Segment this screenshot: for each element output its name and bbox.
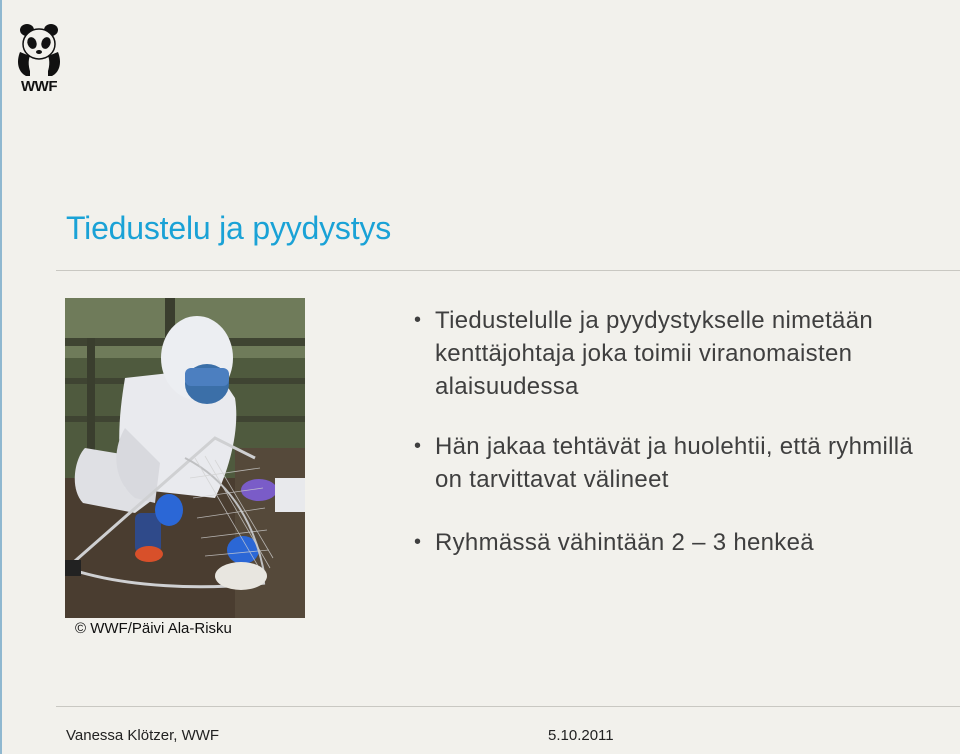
photo-credit: © WWF/Päivi Ala-Risku bbox=[75, 620, 232, 637]
bullet-item: • Tiedustelulle ja pyydystykselle nimetään kenttäjohtaja joka toimii viranomaisten alaisuudessa bbox=[414, 304, 934, 403]
bullet-item: • Ryhmässä vähintään 2 – 3 henkeä bbox=[414, 526, 934, 559]
bullet-item: • Hän jakaa tehtävät ja huolehtii, että ryhmillä on tarvittavat välineet bbox=[414, 430, 934, 496]
slide-title: Tiedustelu ja pyydystys bbox=[66, 210, 392, 246]
wwf-wordmark: WWF bbox=[21, 78, 57, 95]
field-photo bbox=[65, 298, 305, 618]
footer-date: 5.10.2011 bbox=[548, 727, 614, 744]
panda-icon bbox=[12, 22, 66, 78]
footer-divider bbox=[56, 706, 960, 707]
left-edge-line bbox=[0, 0, 2, 754]
wwf-logo bbox=[12, 22, 66, 96]
bullet-list bbox=[414, 304, 934, 559]
title-divider bbox=[56, 270, 960, 271]
footer-author: Vanessa Klötzer, WWF bbox=[66, 727, 220, 744]
